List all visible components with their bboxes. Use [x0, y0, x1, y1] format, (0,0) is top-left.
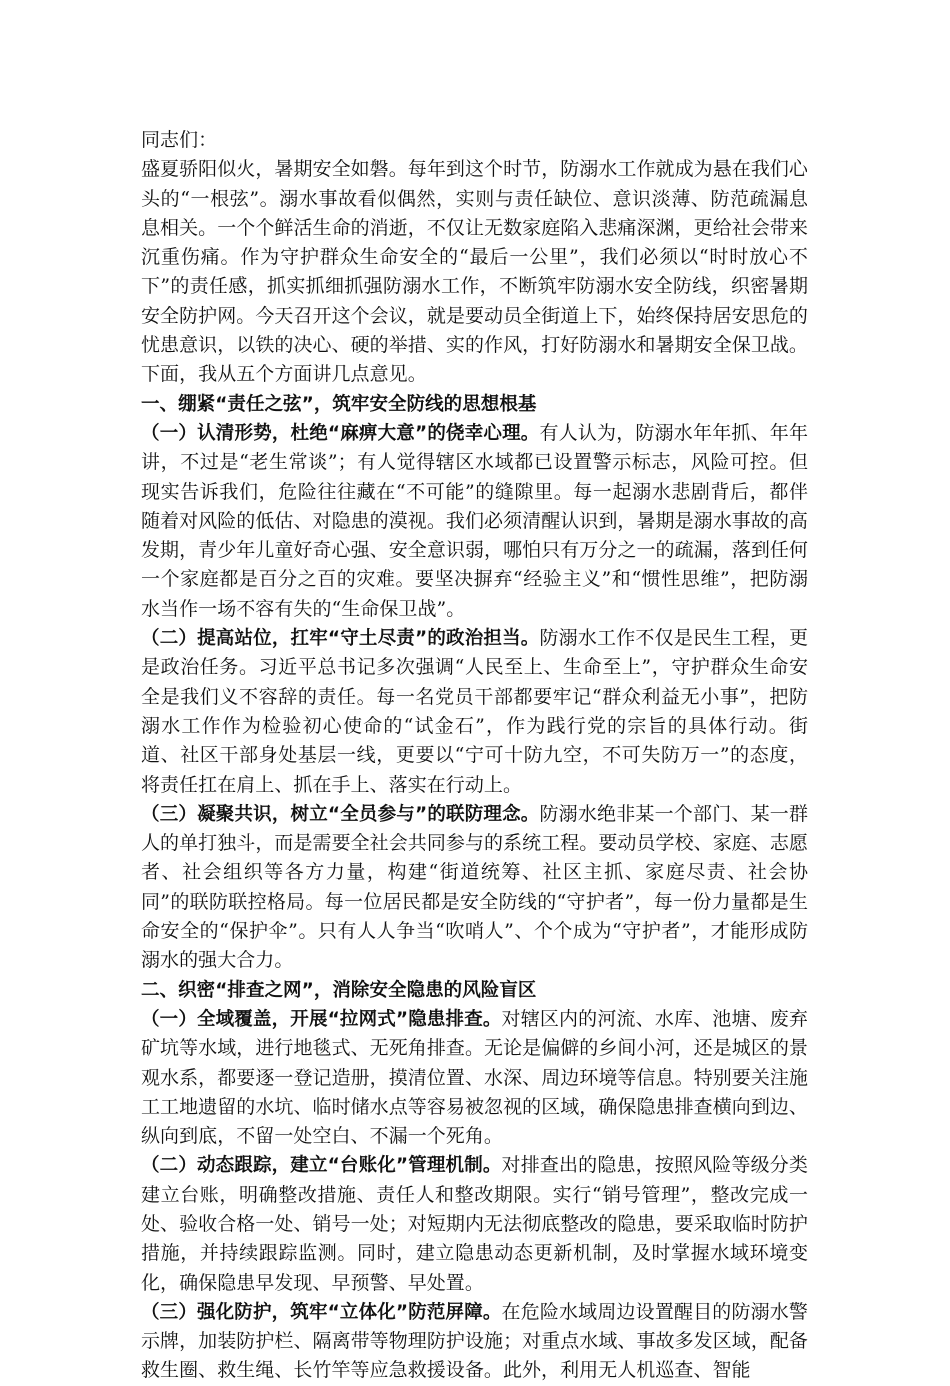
subsection-1-2	[141, 624, 808, 800]
subsection-2-1	[141, 1005, 808, 1151]
section-heading-2: 二、织密“排查之网”，消除安全隐患的风险盲区	[141, 979, 537, 1001]
subsection-title: （一）全域覆盖，开展“拉网式”隐患排查。	[141, 1008, 502, 1030]
subsection-body: 对排查出的隐患，按照风险等级分类建立台账，明确整改措施、责任人和整改期限。实行“销号管理”，整改完成一处、验收合格一处、销号一处；对短期内无法彻底整改的隐患，要采取临时防护措施，并持续跟踪监测。同时，建立隐患动态更新机制，及时掌握水域环境变化，确保隐患早发现、早预警、早处置。	[141, 1154, 808, 1294]
subsection-body: 防溺水绝非某一个部门、某一群人的单打独斗，而是需要全社会共同参与的系统工程。要动员学校、家庭、志愿者、社会组织等各方力量，构建“街道统筹、社区主抓、家庭尽责、社会协同”的联防联控格局。每一位居民都是安全防线的“守护者”，每一份力量都是生命安全的“保护伞”。只有人人争当“吹哨人”、个个成为“守护者”，才能形成防溺水的强大合力。	[141, 802, 808, 972]
subsection-title: （一）认清形势，杜绝“麻痹大意”的侥幸心理。	[141, 422, 540, 444]
subsection-title: （二）提高站位，扛牢“守土尽责”的政治担当。	[141, 628, 540, 650]
subsection-title: （三）凝聚共识，树立“全员参与”的联防理念。	[141, 803, 540, 825]
subsection-1-1	[141, 419, 808, 624]
greeting: 同志们：	[141, 129, 218, 151]
subsection-body: 有人认为，防溺水年年抓、年年讲，不过是“老生常谈”；有人觉得辖区水域都已设置警示标志，风险可控。但现实告诉我们，危险往往藏在“不可能”的缝隙里。每一起溺水悲剧背后，都伴随着对风险的低估、对隐患的漠视。我们必须清醒认识到，暑期是溺水事故的高发期，青少年儿童好奇心强、安全意识弱，哪怕只有万分之一的疏漏，落到任何一个家庭都是百分之百的灾难。要坚决摒弃“经验主义”和“惯性思维”，把防溺水当作一场不容有失的“生命保卫战”。	[141, 421, 808, 620]
document-page	[141, 126, 808, 1386]
subsection-body: 对辖区内的河流、水库、池塘、废弃矿坑等水域，进行地毯式、无死角排查。无论是偏僻的乡间小河，还是城区的景观水系，都要逐一登记造册，摸清位置、水深、周边环境等信息。特别要关注施工工地遗留的水坑、临时储水点等容易被忽视的区域，确保隐患排查横向到边、纵向到底，不留一处空白、不漏一个死角。	[141, 1007, 808, 1148]
subsection-body: 防溺水工作不仅是民生工程，更是政治任务。习近平总书记多次强调“人民至上、生命至上”，守护群众生命安全是我们义不容辞的责任。每一名党员干部都要牢记“群众利益无小事”，把防溺水工作作为检验初心使命的“试金石”，作为践行党的宗旨的具体行动。街道、社区干部身处基层一线，更要以“宁可十防九空，不可失防万一”的态度，将责任扛在肩上、抓在手上、落实在行动上。	[141, 627, 808, 796]
intro-paragraph: 盛夏骄阳似火，暑期安全如磐。每年到这个时节，防溺水工作就成为悬在我们心头的“一根弦”。溺水事故看似偶然，实则与责任缺位、意识淡薄、防范疏漏息息相关。一个个鲜活生命的消逝，不仅让无数家庭陷入悲痛深渊，更给社会带来沉重伤痛。作为守护群众生命安全的“最后一公里”，我们必须以“时时放心不下”的责任感，抓实抓细抓强防溺水工作，不断筑牢防溺水安全防线，织密暑期安全防护网。今天召开这个会议，就是要动员全街道上下，始终保持居安思危的忧患意识，以铁的决心、硬的举措、实的作风，打好防溺水和暑期安全保卫战。下面，我从五个方面讲几点意见。	[141, 158, 808, 386]
subsection-2-2	[141, 1151, 808, 1297]
section-heading-1: 一、绷紧“责任之弦”，筑牢安全防线的思想根基	[141, 393, 537, 415]
subsection-body: 在危险水域周边设置醒目的防溺水警示牌，加装防护栏、隔离带等物理防护设施；对重点水域、事故多发区域，配备救生圈、救生绳、长竹竿等应急救援设备。此外，利用无人机巡查、智能	[141, 1300, 808, 1382]
subsection-title: （二）动态跟踪，建立“台账化”管理机制。	[141, 1155, 502, 1177]
subsection-2-3	[141, 1298, 808, 1386]
subsection-1-3	[141, 800, 808, 976]
subsection-title: （三）强化防护，筑牢“立体化”防范屏障。	[141, 1301, 502, 1323]
